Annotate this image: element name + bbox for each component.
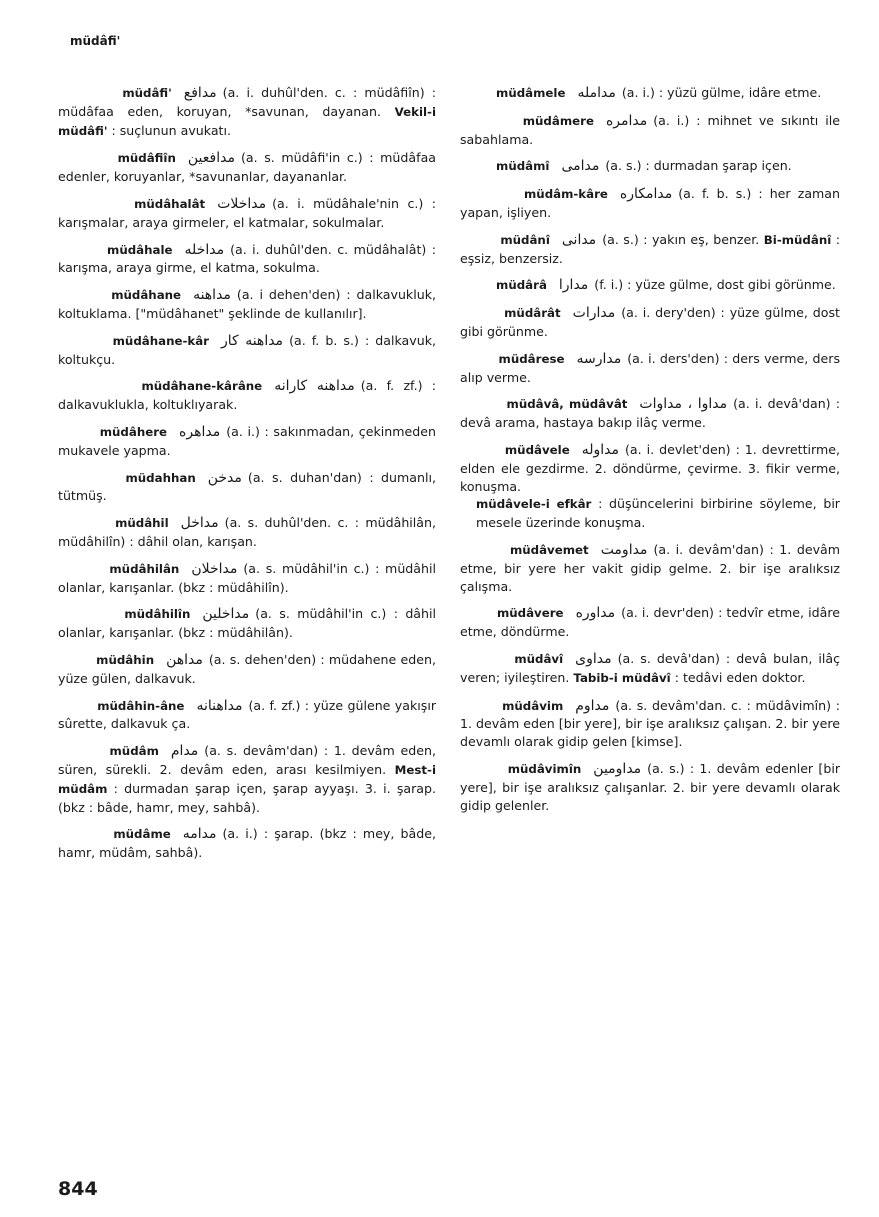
entry-arabic-script: مدافع [183,85,217,101]
entry-definition: (a. i. devr'den) : tedvîr etme, idâre etme, döndürme. [460,605,841,640]
entry-arabic-script: مدانى [561,231,597,248]
entry-definition: (a. i. devâm'dan) : 1. devâm etme, bir yere her vakit gidip gelme. 2. bir işe aralıksız çalışma. [460,541,841,594]
entry-headword: müdâhil [115,516,169,531]
dictionary-entry [460,304,840,341]
entry-indent [58,470,125,485]
entry-definition: (a. i.) : mihnet ve sıkıntı ile sabahlama. [460,112,840,147]
entry-definition: (a. i. duhûl'den. c. : müdâfiîn) : müdâfaa eden, koruyan, *savunan, dayanan. [58,85,437,119]
entry-headword: müdâmele [496,86,566,100]
entry-arabic-script: مداخلين [202,606,250,623]
right-column [460,84,840,823]
dictionary-entry [58,241,436,278]
dictionary-entry [58,286,436,323]
entry-headword: müdâhane-kârâne [141,379,263,394]
entry-definition: (a. i.) : şarap. (bkz : mey, bâde, hamr, müdâm, sahbâ). [58,826,437,861]
left-column [58,84,436,871]
entry-definition: (a. i. müdâhale'nin c.) : karışmalar, araya girmeler, el katmalar, sokulmalar. [58,195,436,230]
entry-headword: müdâvele [504,442,570,457]
entry-definition: (a. s. müdâfi'in c.) : müdâfaa edenler, koruyanlar, *savunanlar, dayananlar. [58,150,436,185]
dictionary-entry [460,350,840,387]
entry-arabic-script: مداومين [593,760,642,777]
dictionary-entry [58,149,436,186]
entry-definition: (a. i.) : yüzü gülme, idâre etme. [621,85,822,100]
entry-headword: müdâvim [502,698,564,713]
entry-definition: (a. s. müdâhil'in c.) : dâhil olanlar, karışanlar. (bkz : müdâhilân). [58,606,437,641]
entry-definition: (a. i. dery'den) : yüze gülme, dost gibi görünme. [460,305,840,339]
dictionary-entry [58,742,436,816]
entry-indent [460,698,502,713]
dictionary-entry [460,697,840,751]
entry-arabic-script: مدامكاره [619,186,673,203]
dictionary-entry [58,651,436,688]
entry-arabic-script: مداهنه [193,287,231,304]
entry-arabic-script: مداهنانه [196,697,243,714]
entry-definition: (a. s. müdâhil'in c.) : müdâhil olanlar, karışanlar. (bkz : müdâhilîn). [58,560,437,595]
entry-subterm: Mest-i müdâm [58,762,436,796]
entry-indent [460,277,496,292]
entry-headword: müdâvâ, müdâvât [506,397,628,412]
entry-definition: (a. s. dehen'den) : müdahene eden, yüze gülen, dalkavuk. [58,651,436,686]
dictionary-entry [58,825,436,862]
page-number: 844 [58,1178,98,1200]
entry-headword: müdârât [504,306,561,321]
running-head: müdâfi' [70,34,121,48]
entry-headword: müdâfi' [122,86,172,100]
entry-indent [460,186,524,201]
entry-definition: (a. s. devâm'dan. c. : müdâvimîn) : 1. devâm eden [bir yere], bir işe aralıksız çalışan. 2. bir yere devamlı olarak gidip gelen [kimse]. [460,697,841,750]
entry-arabic-script: مداهنه كار [221,332,284,349]
dictionary-entry [58,514,436,551]
entry-arabic-script: مداهره [179,423,221,440]
entry-subterm: Tabib-i müdâvî [573,670,671,685]
entry-headword: müdâhin-âne [97,698,185,713]
dictionary-entry [460,541,840,595]
dictionary-entry [460,395,840,432]
entry-definition: (a. f. zf.) : dalkavuklukla, koltuklıyarak. [58,378,437,413]
entry-compound-term: müdâvele-i efkâr [476,497,592,512]
entry-indent [58,515,115,530]
dictionary-entry [460,84,840,103]
entry-headword: müdârâ [496,278,547,293]
dictionary-entry [58,377,436,414]
entry-definition: (a. f. b. s.) : her zaman yapan, işliyen. [460,186,841,220]
entry-indent [58,85,122,100]
dictionary-entry [460,185,840,222]
entry-headword: müdâhane-kâr [112,333,209,348]
dictionary-entry [460,441,840,532]
entry-indent [460,651,514,666]
dictionary-entry [58,560,436,597]
entry-arabic-script: مدخن [207,469,242,486]
entry-arabic-script: مدارسه [576,350,622,367]
entry-definition: (a. s. devâ'dan) : devâ bulan, ilâç veren; iyileştiren. [460,650,841,685]
entry-headword: müdârese [498,351,565,366]
entry-indent [58,378,141,393]
entry-indent [58,698,97,713]
entry-indent [58,242,107,257]
dictionary-entry [460,604,840,641]
entry-definition: (a. i. duhûl'den. c. müdâhalât) : karışma, araya girme, el katma, sokulma. [58,241,436,276]
entry-headword: müdâvere [496,606,564,621]
dictionary-entry [58,195,436,232]
entry-headword: müdâme [113,827,171,842]
entry-indent [460,85,496,100]
entry-indent [460,396,507,411]
entry-arabic-script: مداهن [166,651,203,668]
entry-indent [58,826,113,841]
entry-headword: müdâhane [111,288,182,303]
entry-definition: (a. i. devâ'dan) : devâ arama, hastaya bakıp ilâç verme. [460,396,841,431]
entry-compound-definition: : düşüncelerini birbirine söyleme, bir mesele üzerinde konuşma. [476,496,840,531]
dictionary-entry [460,276,840,295]
entry-definition: (a. s.) : durmadan şarap içen. [605,158,792,174]
entry-arabic-script: مداخلان [191,560,238,577]
dictionary-entry [58,84,436,140]
entry-subterm-definition: : tedâvi eden doktor. [670,669,806,685]
entry-arabic-script: مدامى [561,158,600,175]
entry-indent [460,442,505,457]
entry-headword: müdâm [109,744,159,759]
entry-indent [460,542,510,557]
entry-indent [460,605,497,620]
entry-headword: müdâvimîn [507,761,582,776]
entry-arabic-script: مدام [170,743,199,760]
entry-indent [460,232,500,247]
entry-subterm-definition: : durmadan şarap içen, şarap ayyaşı. 3. i. şarap. (bkz : bâde, hamr, mey, sahbâ). [58,780,436,815]
dictionary-entry [460,112,840,149]
entry-definition: (a. s.) : 1. devâm edenler [bir yere], bir işe aralıksız çalışanlar. 2. bir yere devamlı olarak gidip gelenler. [460,760,840,813]
entry-indent [460,351,499,366]
dictionary-entry [460,157,840,176]
entry-headword: müdâvemet [509,542,589,557]
entry-compound [476,495,840,532]
entry-definition: (a. i. ders'den) : ders verme, ders alıp verme. [460,350,841,385]
entry-subterm-definition: : suçlunun avukatı. [107,122,231,138]
entry-arabic-script: مداوله [581,441,619,458]
entry-headword: müdahhan [125,470,196,485]
entry-headword: müdâhalât [134,196,206,211]
entry-definition: (a. i. devlet'den) : 1. devrettirme, elden ele gezdirme. 2. döndürme, çevirme. 3. fikir verme, konuşma. [460,441,840,494]
entry-indent [460,158,496,173]
entry-arabic-script: مداخله [184,241,225,258]
entry-indent [460,761,508,776]
entry-headword: müdâhilân [109,561,180,576]
entry-headword: müdâmere [522,113,594,128]
entry-arabic-script: مداومت [600,541,648,558]
entry-arabic-script: مدارا [558,277,589,294]
entry-arabic-script: مداوا ، مداوات [639,396,728,413]
dictionary-entry [58,605,436,642]
entry-headword: müdânî [500,232,550,247]
entry-definition: (f. i.) : yüze gülme, dost gibi görünme. [594,277,836,293]
entry-indent [58,652,96,667]
entry-definition: (a. f. b. s.) : dalkavuk, koltukçu. [58,332,437,367]
entry-indent [460,113,523,128]
entry-arabic-script: مداخلات [217,195,267,212]
entry-definition: (a. s. duhan'dan) : dumanlı, tütmüş. [58,469,437,504]
entry-definition: (a. f. zf.) : yüze gülene yakışır sûrette, dalkavuk ça. [58,697,436,732]
entry-indent [58,333,113,348]
entry-definition: (a. s. devâm'dan) : 1. devâm eden, süren, sürekli. 2. devâm eden, arası kesilmiyen. [58,743,436,777]
entry-indent [58,287,111,302]
entry-headword: müdâhale [107,242,173,257]
dictionary-entry [58,332,436,369]
entry-indent [460,305,504,320]
entry-indent [58,606,124,621]
entry-arabic-script: مدامله [577,85,616,101]
entry-headword: müdâm-kâre [524,187,608,202]
entry-subterm-definition: : eşsiz, benzersiz. [460,231,841,266]
entry-subterm: Bi-müdânî [763,232,832,247]
entry-arabic-script: مداوى [575,650,612,667]
entry-arabic-script: مدارات [572,305,616,322]
entry-headword: müdâhilîn [124,607,191,622]
entry-indent [58,561,109,576]
entry-arabic-script: مداوره [575,605,616,622]
entry-indent [58,196,134,211]
entry-subterm: Vekil-i müdâfi' [58,104,436,138]
dictionary-entry [460,231,840,268]
dictionary-entry [58,423,436,460]
entry-definition: (a. s. duhûl'den. c. : müdâhilân, müdâhilîn) : dâhil olan, karışan. [58,515,436,549]
entry-arabic-script: مداهنه كارانه [274,378,355,395]
entry-arabic-script: مداخل [180,515,219,532]
entry-headword: müdâfiîn [117,151,176,166]
entry-indent [58,424,100,439]
dictionary-entry [460,650,840,688]
entry-indent [58,150,118,165]
entry-definition: (a. i.) : sakınmadan, çekinmeden mukavele yapma. [58,423,436,458]
dictionary-entry [460,760,840,814]
entry-definition: (a. i dehen'den) : dalkavukluk, koltuklama. ["müdâhanet" şeklinde de kullanılır]. [58,287,436,321]
entry-arabic-script: مداوم [575,697,610,714]
entry-arabic-script: مدامره [605,112,648,129]
entry-definition: (a. s.) : yakın eş, benzer. [602,231,764,247]
dictionary-entry [58,697,436,734]
entry-arabic-script: مدافعين [187,150,235,167]
entry-headword: müdâhin [96,652,155,667]
entry-headword: müdâmî [496,159,550,174]
entry-indent [58,743,110,758]
dictionary-entry [58,469,436,506]
entry-headword: müdâhere [99,424,168,439]
entry-arabic-script: مدامه [182,826,217,843]
entry-headword: müdâvî [514,651,564,666]
